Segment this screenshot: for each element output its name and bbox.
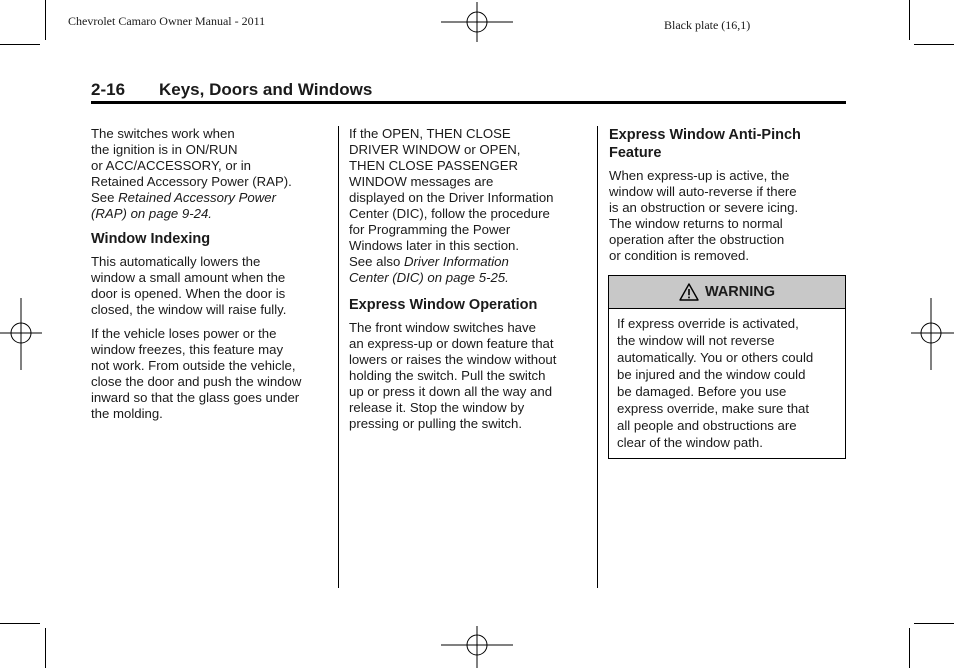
text-line [349, 270, 587, 286]
text-line: lowers or raises the window without [349, 352, 557, 367]
text-line: the molding. [91, 406, 163, 421]
crop-mark [909, 0, 910, 40]
text-line: operation after the obstruction [609, 232, 785, 247]
text-line [91, 190, 331, 206]
text-line: If the vehicle loses power or the [91, 326, 277, 341]
text-line: inward so that the glass goes under [91, 390, 300, 405]
text-line: is an obstruction or severe icing. [609, 200, 799, 215]
column-3 [609, 126, 849, 272]
text-line: The front window switches have [349, 320, 536, 335]
crop-mark [45, 0, 46, 40]
manual-title: Chevrolet Camaro Owner Manual - 2011 [68, 14, 266, 28]
text-line: be damaged. Before you use [617, 384, 787, 399]
text-line: Retained Accessory Power (RAP). [91, 174, 292, 189]
text-line: The switches work when [91, 126, 235, 141]
text-line: express override, make sure that [617, 401, 810, 416]
heading-anti-pinch [609, 126, 849, 162]
text-line: up or press it down all the way and [349, 384, 553, 399]
warning-box [608, 275, 846, 459]
registration-mark-icon [441, 2, 515, 42]
text-line: all people and obstructions are [617, 418, 797, 433]
text-line: the ignition is in ON/RUN [91, 142, 238, 157]
text-line: Center (DIC), follow the procedure [349, 206, 550, 221]
intro-paragraph [91, 126, 331, 222]
text-line: WINDOW messages are [349, 174, 494, 189]
page-title [91, 80, 372, 100]
text-line: DRIVER WINDOW or OPEN, [349, 142, 521, 157]
column-divider [338, 126, 339, 588]
text-line [349, 254, 587, 270]
column-divider [597, 126, 598, 588]
text-line: The window returns to normal [609, 216, 783, 231]
text-line: automatically. You or others could [617, 350, 814, 365]
heading-window-indexing: Window Indexing [91, 231, 211, 247]
cross-reference-link[interactable]: (RAP) on page 9-24. [91, 206, 212, 221]
text-line: This automatically lowers the [91, 254, 261, 269]
text-line: displayed on the Driver Information [349, 190, 554, 205]
cross-reference-link[interactable]: Driver Information [404, 254, 509, 269]
crop-mark [914, 44, 954, 45]
cross-reference-link[interactable]: Retained Accessory Power [118, 190, 276, 205]
text-line: release it. Stop the window by [349, 400, 525, 415]
text-line: THEN CLOSE PASSENGER [349, 158, 519, 173]
warning-header [609, 276, 845, 309]
section-title: Keys, Doors and Windows [159, 80, 373, 99]
column-1 [91, 126, 331, 430]
text-line: or condition is removed. [609, 248, 750, 263]
dic-paragraph [349, 126, 587, 286]
see-text: See also [349, 254, 404, 269]
text-line: closed, the window will raise fully. [91, 302, 287, 317]
text-line: Windows later in this section. [349, 238, 520, 253]
plate-info: Black plate (16,1) [664, 18, 751, 32]
registration-mark-icon [911, 298, 954, 370]
text-line: window a small amount when the [91, 270, 286, 285]
text-line: holding the switch. Pull the switch [349, 368, 546, 383]
see-text: See [91, 190, 119, 205]
text-line: window freezes, this feature may [91, 342, 284, 357]
cross-reference-link[interactable]: Center (DIC) on page 5-25. [349, 270, 509, 285]
text-line: for Programming the Power [349, 222, 511, 237]
registration-mark-icon [0, 298, 42, 370]
text-line: door is opened. When the door is [91, 286, 286, 301]
text-line: When express-up is active, the [609, 168, 790, 183]
express-paragraph [349, 320, 587, 432]
text-line: be injured and the window could [617, 367, 806, 382]
text-line: or ACC/ACCESSORY, or in [91, 158, 252, 173]
text-line: If the OPEN, THEN CLOSE [349, 126, 511, 141]
crop-mark [0, 44, 40, 45]
warning-triangle-icon [679, 283, 699, 301]
crop-mark [914, 623, 954, 624]
heading-express-window-operation: Express Window Operation [349, 297, 538, 313]
title-rule [91, 101, 846, 104]
warning-body [609, 309, 845, 458]
text-line: the window will not reverse [617, 333, 775, 348]
crop-mark [909, 628, 910, 668]
text-line: an express-up or down feature that [349, 336, 554, 351]
indexing-paragraph [91, 254, 331, 318]
text-line: clear of the window path. [617, 435, 763, 450]
registration-mark-icon [441, 626, 515, 668]
warning-label: WARNING [704, 284, 776, 300]
power-loss-paragraph [91, 326, 331, 422]
text-line: not work. From outside the vehicle, [91, 358, 296, 373]
heading-line: Express Window Anti-Pinch [609, 127, 801, 143]
text-line: pressing or pulling the switch. [349, 416, 522, 431]
column-2 [349, 126, 587, 440]
text-line: If express override is activated, [617, 316, 799, 331]
text-line: window will auto-reverse if there [609, 184, 797, 199]
text-line: close the door and push the window [91, 374, 302, 389]
crop-mark [45, 628, 46, 668]
crop-mark [0, 623, 40, 624]
page-number: 2-16 [91, 80, 126, 99]
anti-pinch-paragraph [609, 168, 849, 264]
text-line [91, 206, 331, 222]
heading-line: Feature [609, 145, 662, 161]
